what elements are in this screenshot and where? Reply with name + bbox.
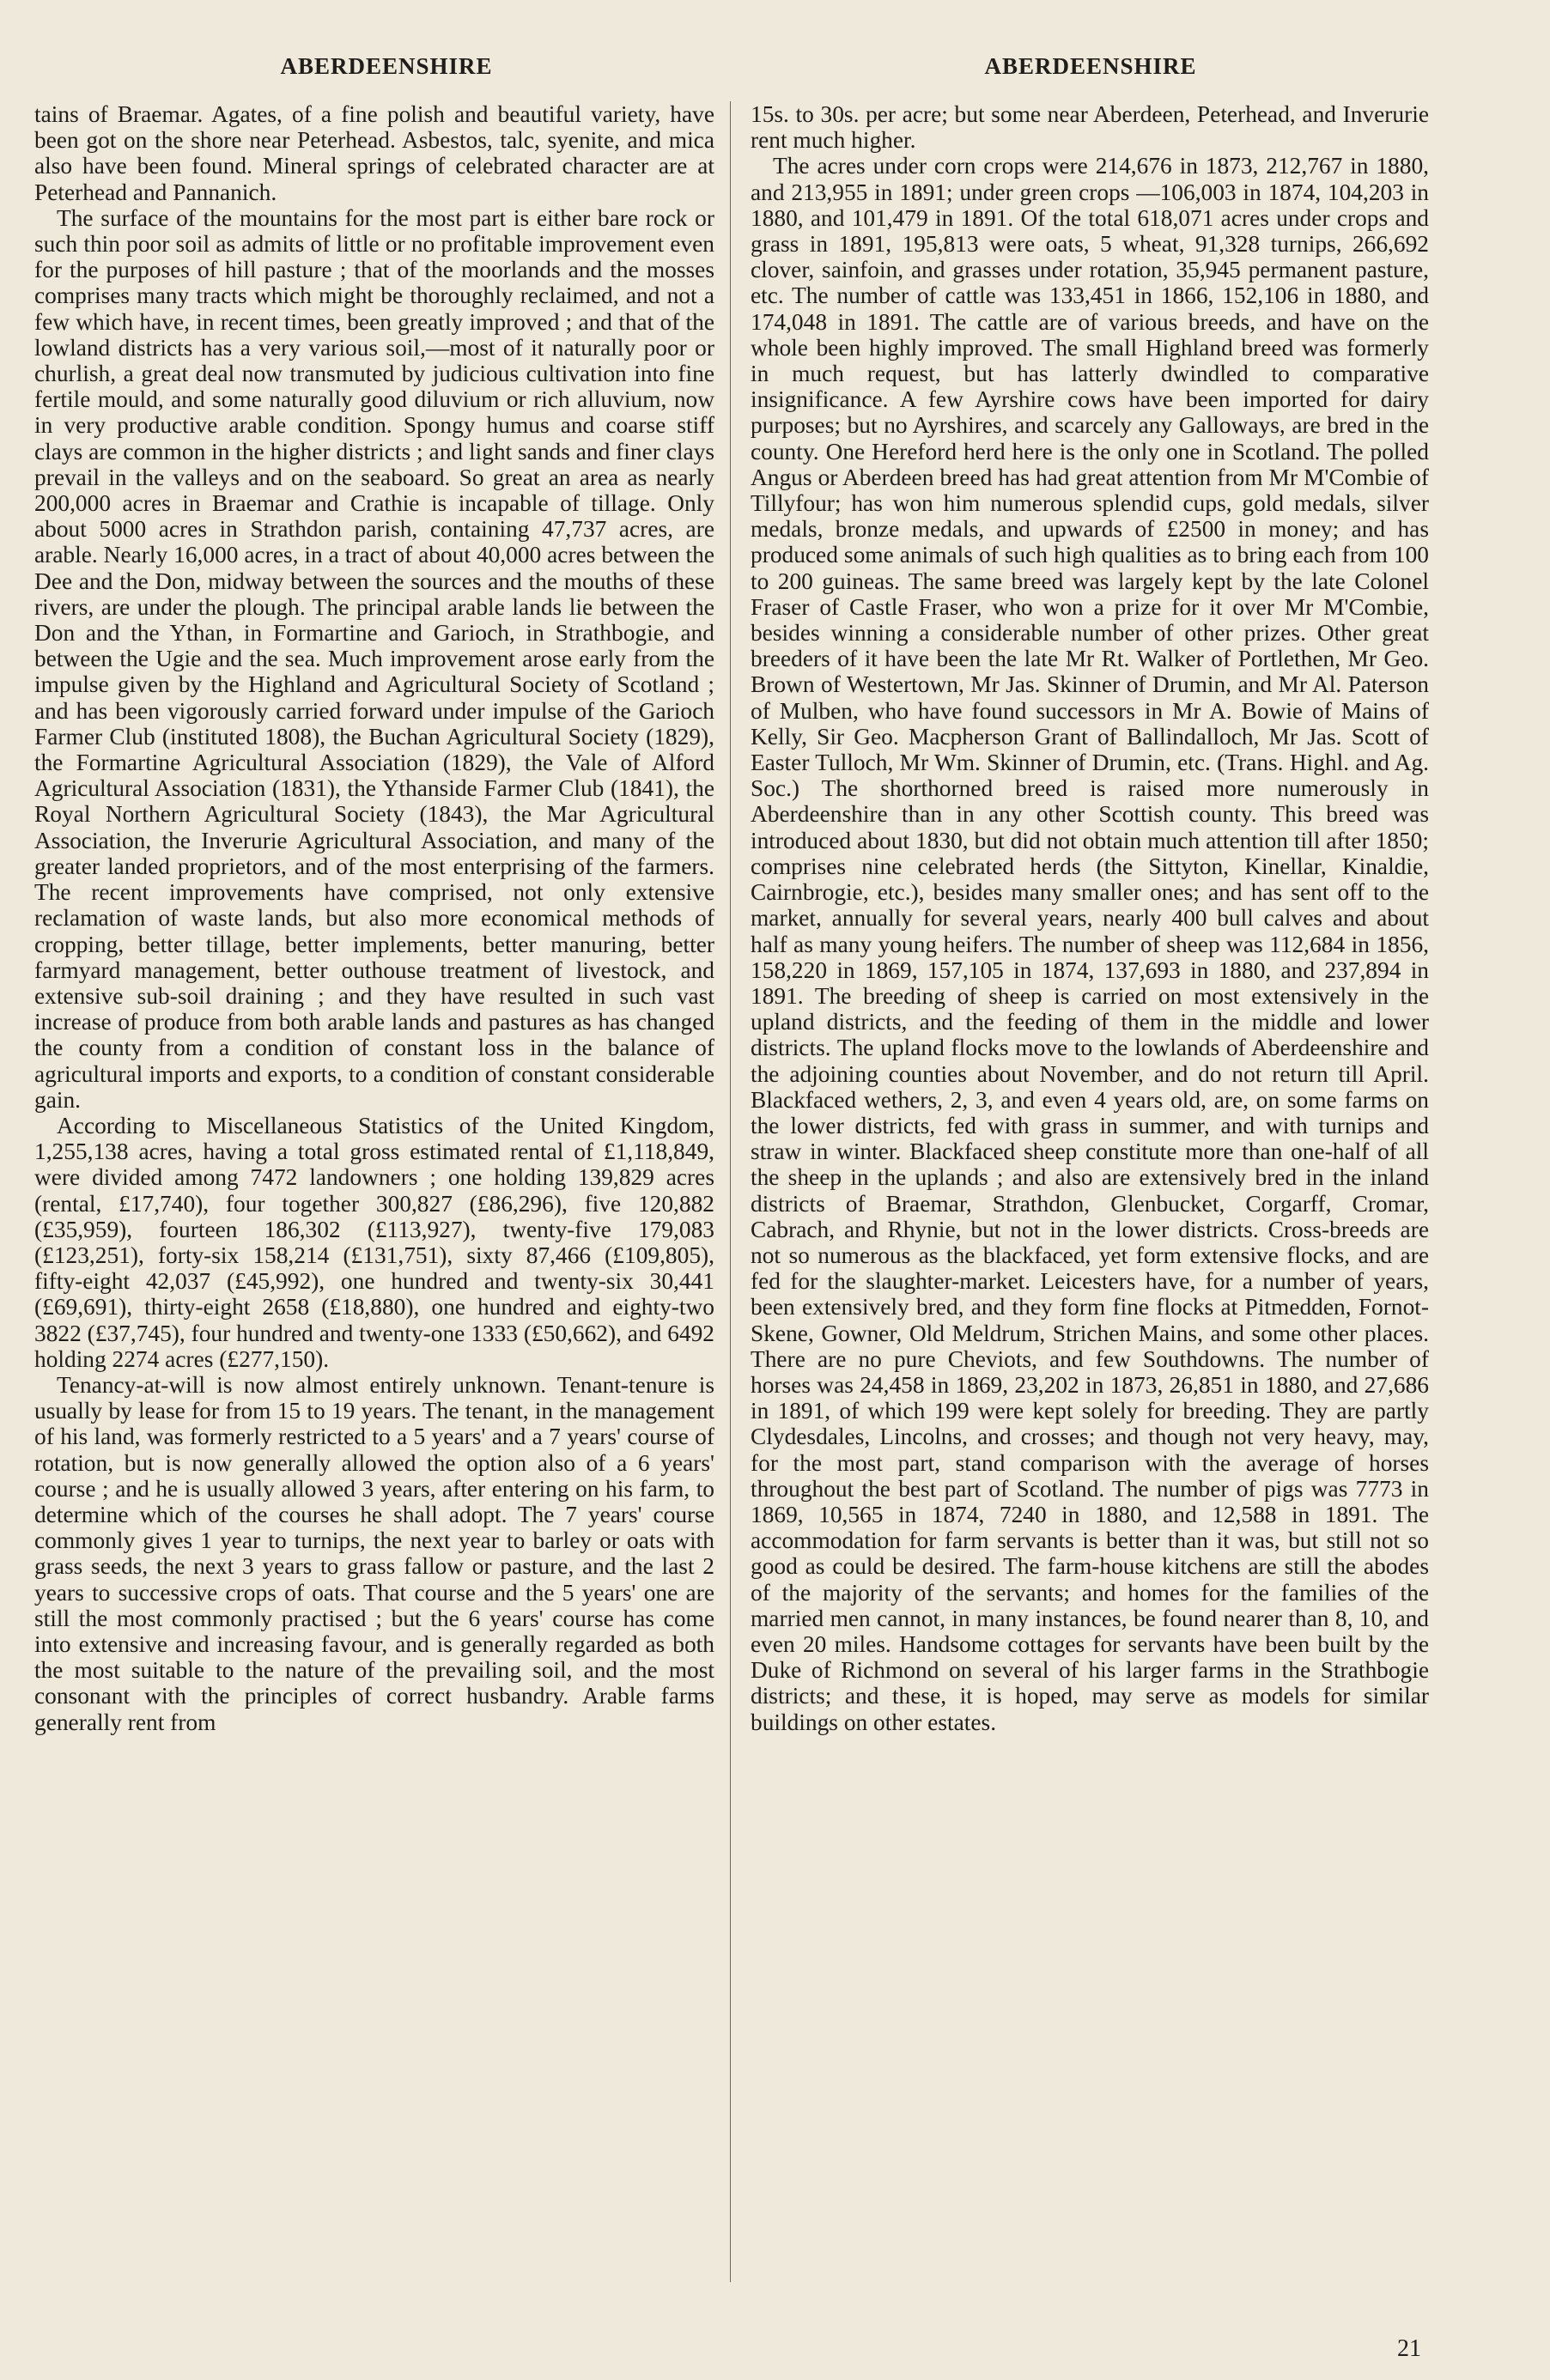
paragraph: Tenancy-at-will is now almost entirely unknown. Tenant-tenure is usually by lease for from 15 to 19 years. The tenant, in the management of his land, was formerly restricted to a 5 years' and a 7 years' course of rotation, but is now generally allowed the option also of a 6 years' course ; and he is usually allowed 3 years, after entering on his farm, to determine which of the courses he shall adopt. The 7 years' course commonly gives 1 year to turnips, the next year to barley or oats with grass seeds, the next 3 years to grass fallow or pasture, and the last 2 years to successive crops of oats. That course and the 5 years' one are still the most commonly practised ; but the 6 years' course has come into extensive and increasing favour, and is generally regarded as both the most suitable to the nature of the prevailing soil, and the most consonant with the principles of correct husbandry. Arable farms generally rent from: [34, 1371, 714, 1735]
page-number: 21: [1397, 2335, 1421, 2362]
running-header-right: ABERDEENSHIRE: [984, 53, 1197, 79]
right-column: [751, 101, 1429, 1735]
running-header-left: ABERDEENSHIRE: [280, 53, 493, 79]
paragraph: 15s. to 30s. per acre; but some near Aberdeen, Peterhead, and Inverurie rent much higher.: [751, 101, 1429, 154]
paragraph: According to Miscellaneous Statistics of the United Kingdom, 1,255,138 acres, having a total gross estimated rental of £1,118,849, were divided among 7472 landowners ; one holding 139,829 acres (rental, £17,740), four together 300,827 (£86,296), five 120,882 (£35,959), fourteen 186,302 (£113,927), twenty-five 179,083 (£123,251), forty-six 158,214 (£131,751), sixty 87,466 (£109,805), fifty-eight 42,037 (£45,992), one hundred and twenty-six 30,441 (£69,691), thirty-eight 2658 (£18,880), one hundred and eighty-two 3822 (£37,745), four hundred and twenty-one 1333 (£50,662), and 6492 holding 2274 acres (£277,150).: [34, 1112, 714, 1372]
paragraph: The surface of the mountains for the most part is either bare rock or such thin poor soil as admits of little or no profitable improvement even for the purposes of hill pasture ; that of the moorlands and the mosses comprises many tracts which might be thoroughly reclaimed, and not a few which have, in recent times, been greatly improved ; and that of the lowland districts has a very various soil,—most of it naturally poor or churlish, a great deal now transmuted by judicious cultivation into fine fertile mould, and some naturally good diluvium or rich alluvium, now in very productive arable condition. Spongy humus and coarse stiff clays are common in the higher districts ; and light sands and finer clays prevail in the valleys and on the seaboard. So great an area as nearly 200,000 acres in Braemar and Crathie is incapable of tillage. Only about 5000 acres in Strathdon parish, containing 47,737 acres, are arable. Nearly 16,000 acres, in a tract of about 40,000 acres between the Dee and the Don, midway between the sources and the mouths of these rivers, are under the plough. The principal arable lands lie between the Don and the Ythan, in Formartine and Garioch, in Strathbogie, and between the Ugie and the sea. Much improvement arose early from the impulse given by the Highland and Agricultural Society of Scotland ; and has been vigorously carried forward under impulse of the Garioch Farmer Club (instituted 1808), the Buchan Agricultural Society (1829), the Formartine Agricultural Association (1829), the Vale of Alford Agricultural Association (1831), the Ythanside Farmer Club (1841), the Royal Northern Agricultural Society (1843), the Mar Agricultural Association, the Inverurie Agricultural Association, and many of the greater landed proprietors, and of the most enterprising of the farmers. The recent improvements have comprised, not only extensive reclamation of waste lands, but also more economical methods of cropping, better tillage, better implements, better manuring, better farmyard management, better outhouse treatment of livestock, and extensive sub-soil draining ; and they have resulted in such vast increase of produce from both arable lands and pastures as has changed the county from a condition of constant loss in the balance of agricultural imports and exports, to a condition of constant considerable gain.: [34, 204, 714, 1113]
paragraph: tains of Braemar. Agates, of a fine polish and beautiful variety, have been got on the shore near Peterhead. Asbestos, talc, syenite, and mica also have been found. Mineral springs of celebrated character are at Peterhead and Pannanich.: [34, 101, 714, 205]
column-divider: [730, 101, 731, 2282]
left-column: [34, 101, 714, 1735]
paragraph: The acres under corn crops were 214,676 in 1873, 212,767 in 1880, and 213,955 in 1891; under green crops —106,003 in 1874, 104,203 in 1880, and 101,479 in 1891. Of the total 618,071 acres under crops and grass in 1891, 195,813 were oats, 5 wheat, 91,328 turnips, 266,692 clover, sainfoin, and grasses under rotation, 35,945 permanent pasture, etc. The number of cattle was 133,451 in 1866, 152,106 in 1880, and 174,048 in 1891. The cattle are of various breeds, and have on the whole been highly improved. The small Highland breed was formerly in much request, but has latterly dwindled to comparative insignificance. A few Ayrshire cows have been imported for dairy purposes; but no Ayrshires, and scarcely any Galloways, are bred in the county. One Hereford herd here is the only one in Scotland. The polled Angus or Aberdeen breed has had great attention from Mr M'Combie of Tillyfour; has won him numerous splendid cups, gold medals, silver medals, bronze medals, and upwards of £2500 in money; and has produced some animals of such high qualities as to bring each from 100 to 200 guineas. The same breed was largely kept by the late Colonel Fraser of Castle Fraser, who won a prize for it over Mr M'Combie, besides winning a considerable number of other prizes. Other great breeders of it have been the late Mr Rt. Walker of Portlethen, Mr Geo. Brown of Westertown, Mr Jas. Skinner of Drumin, and Mr Al. Paterson of Mulben, who have found successors in Mr A. Bowie of Mains of Kelly, Sir Geo. Macpherson Grant of Ballindalloch, Mr Jas. Scott of Easter Tulloch, Mr Wm. Skinner of Drumin, etc. (Trans. Highl. and Ag. Soc.) The shorthorned breed is raised more numerously in Aberdeenshire than in any other Scottish county. This breed was introduced about 1830, but did not obtain much attention till after 1850; comprises nine celebrated herds (the Sittyton, Kinellar, Kinaldie, Cairnbrogie, etc.), besides many smaller ones; and has sent off to the market, annually for several years, nearly 400 bull calves and about half as many young heifers. The number of sheep was 112,684 in 1856, 158,220 in 1869, 157,105 in 1874, 137,693 in 1880, and 237,894 in 1891. The breeding of sheep is carried on most extensively in the upland districts, and the feeding of them in the middle and lower districts. The upland flocks move to the lowlands of Aberdeenshire and the adjoining counties about November, and do not return till April. Blackfaced wethers, 2, 3, and even 4 years old, are, on some farms on the lower districts, fed with grass in summer, and with turnips and straw in winter. Blackfaced sheep constitute more than one-half of all the sheep in the uplands ; and also are extensively bred in the inland districts of Braemar, Strathdon, Glenbucket, Corgarff, Cromar, Cabrach, and Rhynie, but not in the lower districts. Cross-breeds are not so numerous as the blackfaced, yet form extensive flocks, and are fed for the slaughter-market. Leicesters have, for a number of years, been extensively bred, and they form fine flocks at Pitmedden, Fornot-Skene, Gowner, Old Meldrum, Strichen Mains, and some other places. There are no pure Cheviots, and few Southdowns. The number of horses was 24,458 in 1869, 23,202 in 1873, 26,851 in 1880, and 27,686 in 1891, of which 199 were kept solely for breeding. They are partly Clydesdales, Lincolns, and crosses; and though not very heavy, may, for the most part, stand comparison with the average of horses throughout the best part of Scotland. The number of pigs was 7773 in 1869, 10,565 in 1874, 7240 in 1880, and 12,588 in 1891. The accommodation for farm servants is better than it was, but still not so good as could be desired. The farm-house kitchens are still the abodes of the majority of the servants; and homes for the families of the married men cannot, in many instances, be found nearer than 8, 10, and even 20 miles. Handsome cottages for servants have been built by the Duke of Richmond on several of his larger farms in the Strathbogie districts; and these, it is hoped, may serve as models for similar buildings on other estates.: [751, 153, 1429, 1735]
